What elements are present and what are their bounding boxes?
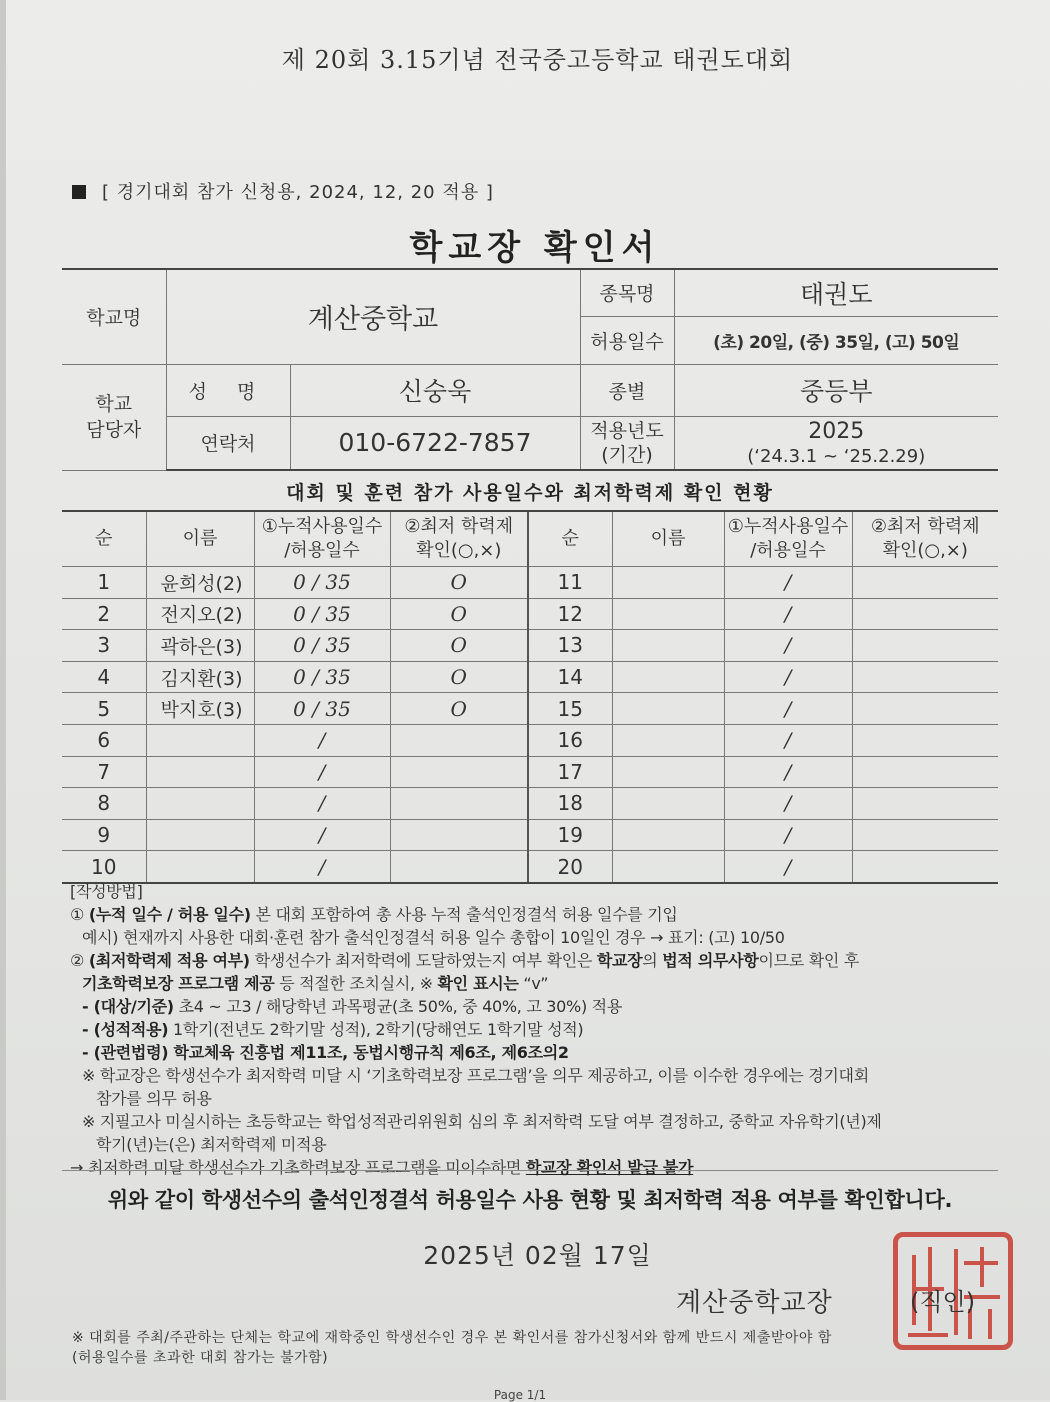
academic-check: O <box>390 567 528 599</box>
school-name-value: 계산중학교 <box>166 269 580 364</box>
confirmation-statement: 위와 같이 학생선수의 출석인정결석 허용일수 사용 현황 및 최저학력 적용 여부를 확인합니다. <box>107 1188 953 1212</box>
academic-check <box>390 851 528 883</box>
header-days-line2: /허용일수 <box>750 540 826 561</box>
instruction-text: “v” <box>518 974 549 993</box>
header-check-line2: 확인(○,×) <box>416 540 502 561</box>
row-number: 1 <box>62 567 146 599</box>
header-check <box>390 511 528 567</box>
used-days: / <box>724 693 852 725</box>
athlete-name: 곽하은(3) <box>146 630 254 662</box>
event-title: 제 20회 3.15기념 전국중고등학교 태권도대회 <box>281 46 794 74</box>
used-days: / <box>724 819 852 851</box>
row-number: 13 <box>528 630 612 662</box>
instruction-line: ※ 지필고사 미실시하는 초등학교는 학업성적관리위원회 심의 후 최저학력 도달 여부 결정하고, 중학교 자유학기(년)제 <box>82 1112 882 1131</box>
athlete-name: 전지오(2) <box>146 598 254 630</box>
apply-year: 2025 <box>808 418 865 444</box>
used-days: / <box>254 788 390 820</box>
instruction-text: 본 대회 포함하여 총 사용 누적 출석인정결석 허용 일수를 기입 <box>250 905 678 924</box>
academic-check <box>852 693 998 725</box>
instruction-line <box>70 1041 1010 1064</box>
row-number: 7 <box>62 756 146 788</box>
table-row <box>62 756 998 788</box>
used-days: / <box>254 819 390 851</box>
used-days: / <box>724 661 852 693</box>
used-days: / <box>254 756 390 788</box>
academic-check <box>852 756 998 788</box>
instructions <box>70 880 1010 1179</box>
athlete-name <box>612 851 724 883</box>
contact-value: 010-6722-7857 <box>290 416 580 470</box>
academic-check <box>852 724 998 756</box>
row-number: 10 <box>62 851 146 883</box>
used-days: 0 / 35 <box>254 661 390 693</box>
academic-check <box>852 567 998 599</box>
instruction-bold: 학교장 확인서 발급 불가 <box>525 1158 694 1177</box>
roster-body <box>62 567 998 883</box>
athlete-name <box>612 630 724 662</box>
row-number: 8 <box>62 788 146 820</box>
apply-period: (‘24.3.1 ~ ‘25.2.29) <box>747 445 926 467</box>
athlete-name <box>146 724 254 756</box>
apply-note-text: [ 경기대회 참가 신청용, 2024, 12, 20 적용 ] <box>102 182 494 203</box>
instruction-line <box>70 949 1010 972</box>
category-label: 종별 <box>580 364 674 416</box>
school-manager-label: 학교 담당자 <box>62 364 166 470</box>
row-number: 3 <box>62 630 146 662</box>
used-days: 0 / 35 <box>254 630 390 662</box>
header-name: 이름 <box>612 511 724 567</box>
manager-name-value: 신숭욱 <box>290 364 580 416</box>
school-info-table <box>62 268 998 471</box>
table-row <box>62 819 998 851</box>
instruction-bold: - (성적적용) <box>82 1020 169 1039</box>
apply-year-value <box>674 416 998 470</box>
header-days <box>724 511 852 567</box>
instruction-bold: 학교장 <box>596 951 643 970</box>
used-days: / <box>724 724 852 756</box>
academic-check <box>852 630 998 662</box>
roster-header-row <box>62 511 998 567</box>
used-days: 0 / 35 <box>254 598 390 630</box>
academic-check <box>390 724 528 756</box>
used-days: / <box>254 851 390 883</box>
instruction-bold: - (관련법령) 학교체육 진흥법 제11조, 동법시행규칙 제6조, 제6조의2 <box>82 1043 569 1062</box>
row-number: 19 <box>528 819 612 851</box>
athlete-name: 박지호(3) <box>146 693 254 725</box>
row-number: 17 <box>528 756 612 788</box>
athlete-name <box>612 661 724 693</box>
row-number: 18 <box>528 788 612 820</box>
bullet-square-icon <box>72 185 86 199</box>
row-number: 9 <box>62 819 146 851</box>
instruction-text: → 최저학력 미달 학생선수가 기초학력보장 프로그램을 미이수하면 <box>70 1158 526 1177</box>
table-row <box>62 788 998 820</box>
apply-year-label-line1: 적용년도 <box>590 419 664 442</box>
athlete-name <box>146 756 254 788</box>
row-number: 14 <box>528 661 612 693</box>
row-number: 16 <box>528 724 612 756</box>
instruction-bold: 기초학력보장 프로그램 제공 <box>82 974 275 993</box>
circled-one: ① <box>70 905 85 924</box>
header-days-line1: ①누적사용일수 <box>727 516 849 537</box>
table-row <box>62 661 998 693</box>
footer-line: ※ 대회를 주최/주관하는 단체는 학교에 재학중인 학생선수인 경우 본 확인서를 참가신청서와 함께 반드시 제출받아야 함 <box>72 1330 832 1346</box>
instruction-bold: 확인 표시는 <box>437 974 519 993</box>
used-days: / <box>724 630 852 662</box>
header-name: 이름 <box>146 511 254 567</box>
event-name-value: 태권도 <box>674 269 998 316</box>
table-row <box>62 851 998 883</box>
athlete-name <box>612 724 724 756</box>
header-days <box>254 511 390 567</box>
used-days: / <box>724 851 852 883</box>
table-row <box>62 693 998 725</box>
row-number: 2 <box>62 598 146 630</box>
header-days-line2: /허용일수 <box>284 540 360 561</box>
circled-two: ② <box>70 951 85 970</box>
athlete-name: 윤희성(2) <box>146 567 254 599</box>
table-row <box>62 724 998 756</box>
instruction-line <box>70 972 1010 995</box>
academic-check <box>390 788 528 820</box>
instruction-text: 이므로 확인 후 <box>758 951 859 970</box>
academic-check <box>390 756 528 788</box>
athlete-name <box>612 693 724 725</box>
used-days: / <box>724 756 852 788</box>
apply-year-label <box>580 416 674 470</box>
academic-check <box>852 598 998 630</box>
instructions-heading: [작성방법] <box>70 882 143 901</box>
table-row <box>62 630 998 662</box>
row-number: 6 <box>62 724 146 756</box>
academic-check <box>852 788 998 820</box>
row-number: 11 <box>528 567 612 599</box>
instruction-bold: 법적 의무사항 <box>662 951 759 970</box>
document-title: 학교장 확인서 <box>409 228 661 268</box>
used-days: / <box>724 567 852 599</box>
header-no: 순 <box>62 511 146 567</box>
academic-check: O <box>390 661 528 693</box>
academic-check <box>390 819 528 851</box>
header-days-line1: ①누적사용일수 <box>261 516 383 537</box>
table-row <box>62 567 998 599</box>
athlete-name <box>612 598 724 630</box>
apply-note <box>72 178 494 204</box>
header-check-line1: ②최저 학력제 <box>404 516 514 537</box>
athlete-name <box>146 819 254 851</box>
school-name-label: 학교명 <box>62 269 166 364</box>
academic-check <box>852 851 998 883</box>
allowed-days-label: 허용일수 <box>580 316 674 364</box>
principal-title: 계산중학교장 <box>676 1288 833 1318</box>
instruction-bold: - (대상/기준) <box>82 997 174 1016</box>
used-days: / <box>724 598 852 630</box>
academic-check <box>852 819 998 851</box>
used-days: 0 / 35 <box>254 693 390 725</box>
header-check-line2: 확인(○,×) <box>882 540 968 561</box>
athlete-name <box>612 756 724 788</box>
instruction-line <box>70 903 1010 926</box>
footer-note <box>72 1328 1002 1368</box>
category-value: 중등부 <box>674 364 998 416</box>
academic-check: O <box>390 598 528 630</box>
athlete-roster-table <box>62 510 998 884</box>
row-number: 5 <box>62 693 146 725</box>
athlete-name <box>612 567 724 599</box>
instruction-bold: (누적 일수 / 허용 일수) <box>88 905 251 924</box>
apply-year-label-line2: (기간) <box>601 443 653 466</box>
used-days: / <box>724 788 852 820</box>
seal-label: (직인) <box>910 1288 976 1316</box>
athlete-name <box>612 788 724 820</box>
instruction-line: 학기(년)는(은) 최저학력제 미적용 <box>96 1135 327 1154</box>
used-days: 0 / 35 <box>254 567 390 599</box>
page-number: Page 1/1 <box>493 1388 547 1402</box>
issue-date: 2025년 02월 17일 <box>423 1241 652 1270</box>
instruction-line <box>70 1156 1010 1179</box>
status-section-title: 대회 및 훈련 참가 사용일수와 최저학력제 확인 현황 <box>286 482 774 504</box>
instruction-line: 참가를 의무 허용 <box>96 1089 212 1108</box>
instruction-text: 의 <box>642 951 663 970</box>
event-name-label: 종목명 <box>580 269 674 316</box>
instruction-text: 1학기(전년도 2학기말 성적), 2학기(당해연도 1학기말 성적) <box>168 1020 584 1039</box>
allowed-days-value: (초) 20일, (중) 35일, (고) 50일 <box>674 316 998 364</box>
athlete-name <box>612 819 724 851</box>
instruction-line: ※ 학교장은 학생선수가 최저학력 미달 시 ‘기초학력보장 프로그램’을 의무 제공하고, 이를 이수한 경우에는 경기대회 <box>82 1066 869 1085</box>
academic-check: O <box>390 693 528 725</box>
instruction-line <box>70 995 1010 1018</box>
row-number: 20 <box>528 851 612 883</box>
athlete-name <box>146 851 254 883</box>
academic-check <box>852 661 998 693</box>
athlete-name: 김지환(3) <box>146 661 254 693</box>
manager-name-label: 성 명 <box>166 364 290 416</box>
instruction-text: 등 적절한 조치실시, ※ <box>274 974 438 993</box>
used-days: / <box>254 724 390 756</box>
row-number: 15 <box>528 693 612 725</box>
divider <box>62 1170 998 1171</box>
athlete-name <box>146 788 254 820</box>
header-no: 순 <box>528 511 612 567</box>
instruction-line <box>70 1018 1010 1041</box>
instruction-bold: (최저학력제 적용 여부) <box>88 951 250 970</box>
header-check-line1: ②최저 학력제 <box>870 516 980 537</box>
instruction-text: 초4 ~ 고3 / 해당학년 과목평균(초 50%, 중 40%, 고 30%) 적용 <box>173 997 622 1016</box>
instruction-text: 학생선수가 최저학력에 도달하였는지 여부 확인은 <box>249 951 597 970</box>
table-row <box>62 598 998 630</box>
row-number: 4 <box>62 661 146 693</box>
instruction-line: 예시) 현재까지 사용한 대회·훈련 참가 출석인정결석 허용 일수 총합이 10일인 경우 → 표기: (고) 10/50 <box>82 928 785 947</box>
header-check <box>852 511 998 567</box>
academic-check: O <box>390 630 528 662</box>
footer-line: (허용일수를 초과한 대회 참가는 불가함) <box>72 1350 329 1366</box>
row-number: 12 <box>528 598 612 630</box>
contact-label: 연락처 <box>166 416 290 470</box>
